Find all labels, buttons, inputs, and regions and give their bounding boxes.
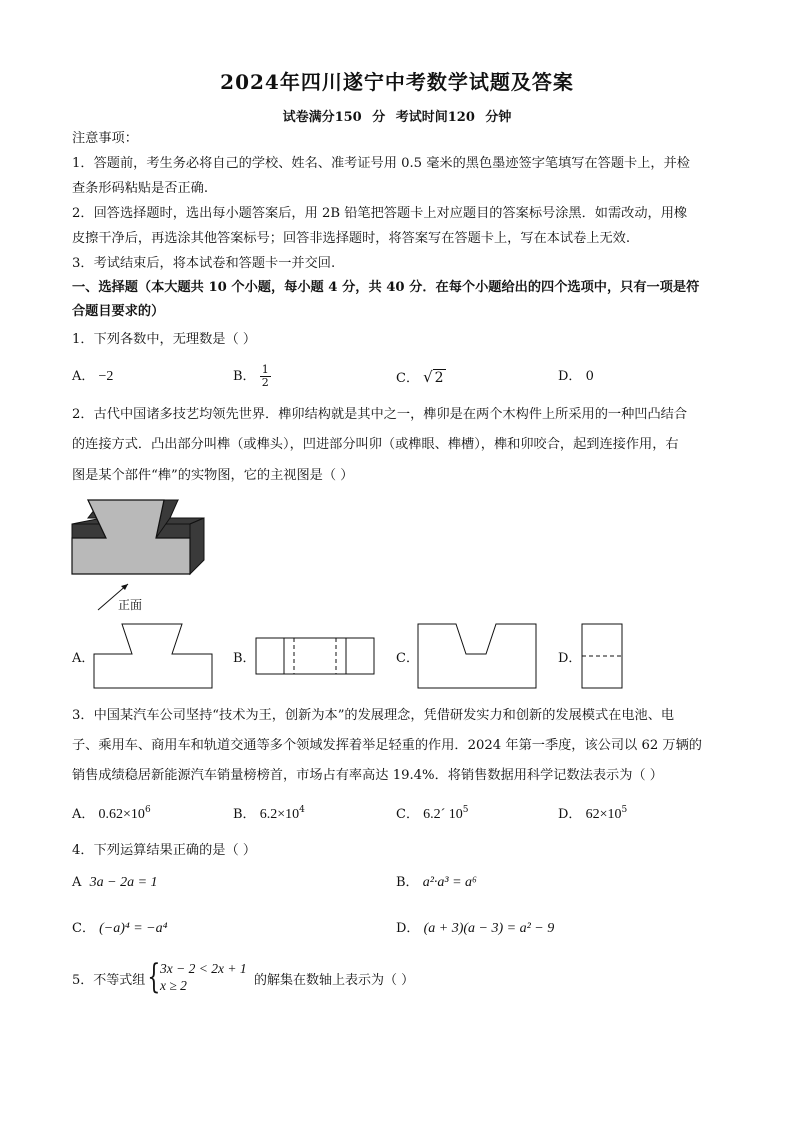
- q4-option-c[interactable]: C． (−a)⁴ = −a⁴: [72, 921, 168, 936]
- section-heading: 一、选择题（本大题共 10 个小题，每小题 4 分，共 40 分．在每个小题给出的四个选项中，只有一项是符: [72, 280, 700, 295]
- sqrt-symbol: √ 2: [423, 368, 444, 386]
- q2-stem: 图是某个部件“榫”的实物图，它的主视图是（ ）: [72, 468, 354, 483]
- q2-option-b-figure[interactable]: [252, 634, 378, 678]
- q2-option-a-figure[interactable]: [90, 620, 216, 692]
- q3-option-d[interactable]: D． $62\times 10^5$: [558, 805, 628, 822]
- q5-suffix: 的解集在数轴上表示为（ ）: [254, 973, 415, 988]
- notice-item: 皮擦干净后，再选涂其他答案标号；回答非选择题时，将答案写在答题卡上，写在本试卷上无效.: [72, 231, 631, 246]
- q4-option-b[interactable]: B． a²·a³ = a⁶: [396, 875, 477, 890]
- inequality-system: 3x − 2 < 2x + 1 x ≥ 2: [160, 961, 247, 993]
- q3-option-a[interactable]: A． $0.62\times 10^6$: [72, 805, 151, 822]
- notice-heading: 注意事项：: [72, 131, 138, 146]
- q1-option-c[interactable]: C． √ 2: [396, 368, 444, 386]
- q2-option-d-label[interactable]: D．: [558, 651, 582, 666]
- q1-option-a[interactable]: A． −2: [72, 369, 114, 384]
- section-heading-cont: 合题目要求的）: [72, 304, 165, 319]
- q4-option-a[interactable]: A 3a − 2a = 1: [72, 875, 158, 890]
- page-title: 2024年四川遂宁中考数学试题及答案: [220, 70, 574, 94]
- q1-option-d[interactable]: D． 0: [558, 369, 594, 384]
- q4-option-d[interactable]: D． (a + 3)(a − 3) = a² − 9: [396, 921, 555, 936]
- q2-option-c-label[interactable]: C．: [396, 651, 419, 666]
- front-label: 正面: [118, 598, 143, 612]
- q3-stem: 3．中国某汽车公司坚持“技术为王，创新为本”的发展理念，凭借研发实力和创新的发展模式在电池、电: [72, 708, 675, 723]
- q4-stem: 4．下列运算结果正确的是（ ）: [72, 843, 257, 858]
- q2-option-d-figure[interactable]: [578, 620, 626, 692]
- fraction: $\frac{1}{2}$: [261, 363, 269, 389]
- q2-option-c-figure[interactable]: [414, 620, 540, 692]
- q2-stem: 2．古代中国诸多技艺均领先世界．榫卯结构就是其中之一，榫卯是在两个木构件上所采用的一种凹凸结合: [72, 407, 688, 422]
- notice-item: 1．答题前，考生务必将自己的学校、姓名、准考证号用 0.5 毫米的黑色墨迹签字笔填写在答题卡上，并检: [72, 156, 690, 171]
- notice-item: 3．考试结束后，将本试卷和答题卡一并交回.: [72, 256, 336, 271]
- notice-item: 2．回答选择题时，选出每小题答案后，用 2B 铅笔把答题卡上对应题目的答案标号涂黑．如需改动，用橡: [72, 206, 688, 221]
- q1-option-b[interactable]: B． $\frac{1}{2}$: [233, 363, 269, 389]
- q2-option-a-label[interactable]: A．: [72, 651, 95, 666]
- q3-option-c[interactable]: C． 6.2´ $10^5$: [396, 805, 469, 822]
- q1-stem: 1．下列各数中，无理数是（ ）: [72, 332, 257, 347]
- q3-stem: 子、乘用车、商用车和轨道交通等多个领域发挥着举足轻重的作用．2024 年第一季度，该公司以 62 万辆的: [72, 738, 702, 753]
- q5-prefix: 5．不等式组: [72, 973, 146, 988]
- q2-option-b-label[interactable]: B．: [233, 651, 256, 666]
- notice-item: 查条形码粘贴是否正确.: [72, 181, 209, 196]
- q3-option-b[interactable]: B． $6.2\times 10^4$: [233, 805, 305, 822]
- q2-stem: 的连接方式．凸出部分叫榫（或榫头），凹进部分叫卯（或榫眼、榫槽），榫和卯咬合，起到连接作用，右: [72, 437, 679, 452]
- q3-stem: 销售成绩稳居新能源汽车销量榜榜首，市场占有率高达 19.4%．将销售数据用科学记数法表示为（ ）: [72, 768, 663, 783]
- page-subtitle: 试卷满分150 分 考试时间120 分钟: [282, 110, 512, 125]
- system-brace: {: [147, 957, 161, 997]
